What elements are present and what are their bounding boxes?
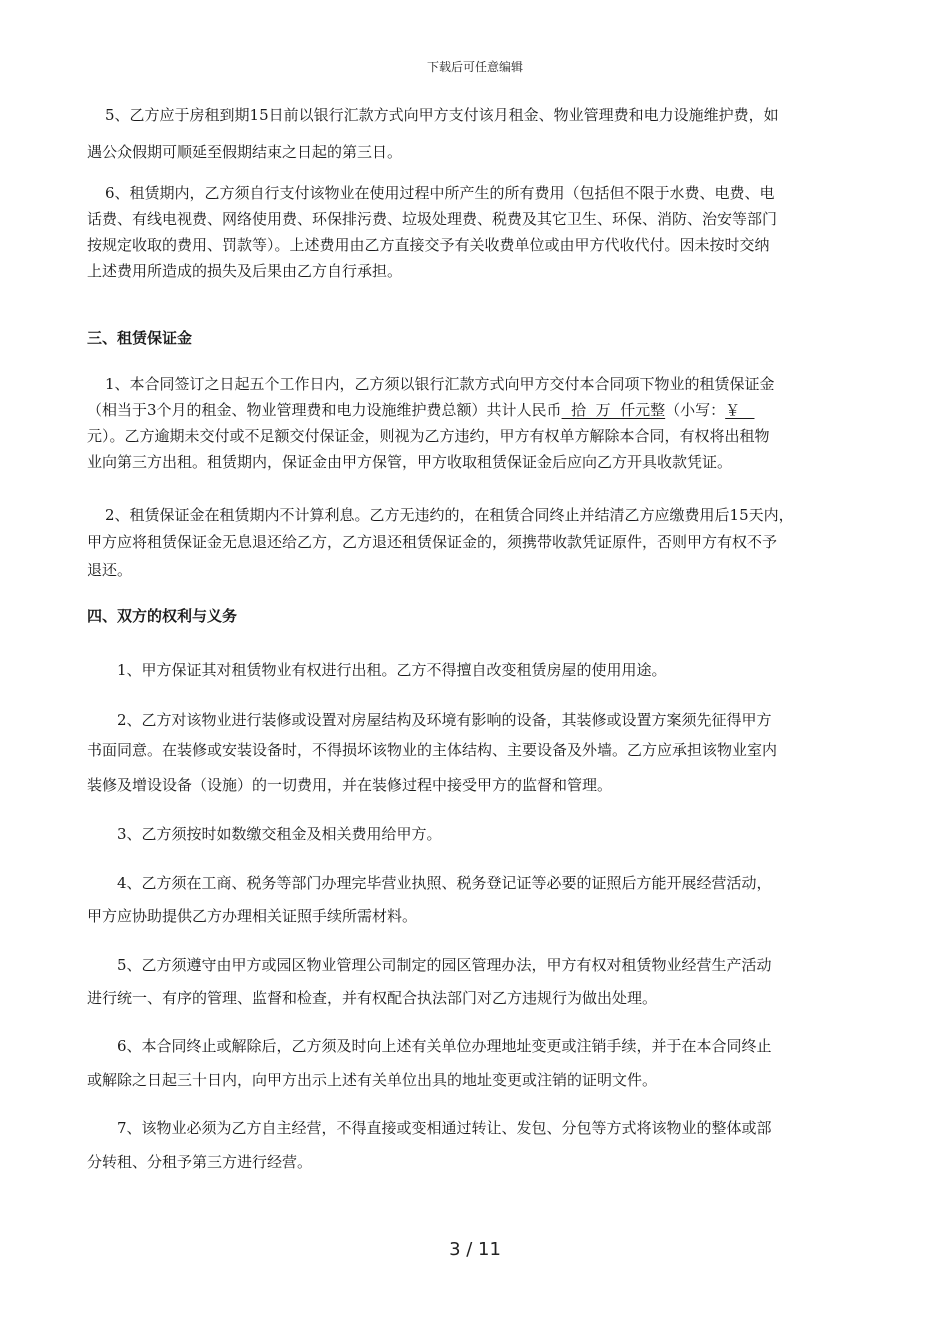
clause-line: 4、乙方须在工商、税务等部门办理完毕营业执照、税务登记证等必要的证照后方能开展经营活动， bbox=[117, 874, 772, 892]
clause-line: 按规定收取的费用、罚款等）。上述费用由乙方直接交予有关收费单位或由甲方代收代付。因未按时交纳 bbox=[87, 236, 770, 254]
clause-line: 3、乙方须按时如数缴交租金及相关费用给甲方。 bbox=[117, 825, 442, 843]
deposit-amount-words: 拾 万 仟元整 bbox=[561, 401, 666, 419]
clause-line: 遇公众假期可顺延至假期结束之日起的第三日。 bbox=[87, 143, 403, 161]
clause-line: 6、本合同终止或解除后，乙方须及时向上述有关单位办理地址变更或注销手续，并于在本合同终止 bbox=[117, 1037, 772, 1055]
clause-line: 分转租、分租予第三方进行经营。 bbox=[87, 1153, 313, 1171]
clause-line: 上述费用所造成的损失及后果由乙方自行承担。 bbox=[87, 262, 403, 280]
clause-text: （小写： bbox=[665, 401, 726, 419]
clause-line: 话费、有线电视费、网络使用费、环保排污费、垃圾处理费、税费及其它卫生、环保、消防、治安等部门 bbox=[87, 210, 778, 228]
section-heading-rights-obligations: 四、双方的权利与义务 bbox=[87, 607, 238, 625]
clause-line: 1、本合同签订之日起五个工作日内，乙方须以银行汇款方式向甲方交付本合同项下物业的租赁保证金 bbox=[105, 375, 775, 393]
clause-line: 7、该物业必须为乙方自主经营，不得直接或变相通过转让、发包、分包等方式将该物业的整体或部 bbox=[117, 1119, 772, 1137]
clause-line: 2、乙方对该物业进行装修或设置对房屋结构及环境有影响的设备，其装修或设置方案须先征得甲方 bbox=[117, 711, 772, 729]
clause-text: （相当于3个月的租金、物业管理费和电力设施维护费总额）共计人民币 bbox=[87, 401, 562, 419]
clause-line: 甲方应将租赁保证金无息退还给乙方，乙方退还租赁保证金的，须携带收款凭证原件，否则甲方有权不予 bbox=[87, 533, 778, 551]
page-number: 3 / 11 bbox=[449, 1239, 501, 1260]
section-heading-deposit: 三、租赁保证金 bbox=[87, 329, 193, 347]
clause-line: 进行统一、有序的管理、监督和检查，并有权配合执法部门对乙方违规行为做出处理。 bbox=[87, 989, 658, 1007]
clause-line: 6、租赁期内，乙方须自行支付该物业在使用过程中所产生的所有费用（包括但不限于水费、电费、电 bbox=[105, 184, 775, 202]
clause-line: 退还。 bbox=[87, 561, 133, 579]
clause-line bbox=[87, 400, 754, 420]
clause-line: 5、乙方应于房租到期15日前以银行汇款方式向甲方支付该月租金、物业管理费和电力设施维护费，如 bbox=[105, 106, 779, 124]
clause-line: 5、乙方须遵守由甲方或园区物业管理公司制定的园区管理办法，甲方有权对租赁物业经营生产活动 bbox=[117, 956, 772, 974]
clause-line: 2、租赁保证金在租赁期内不计算利息。乙方无违约的，在租赁合同终止并结清乙方应缴费用后15天内， bbox=[105, 506, 794, 524]
clause-line: 装修及增设设备（设施）的一切费用，并在装修过程中接受甲方的监督和管理。 bbox=[87, 776, 613, 794]
clause-line: 书面同意。在装修或安装设备时，不得损坏该物业的主体结构、主要设备及外墙。乙方应承担该物业室内 bbox=[87, 741, 778, 759]
page-header: 下载后可任意编辑 bbox=[426, 60, 523, 74]
clause-line: 元）。乙方逾期未交付或不足额交付保证金，则视为乙方违约，甲方有权单方解除本合同，有权将出租物 bbox=[87, 427, 770, 445]
clause-line: 业向第三方出租。租赁期内，保证金由甲方保管，甲方收取租赁保证金后应向乙方开具收款凭证。 bbox=[87, 453, 733, 471]
deposit-amount-figures: ￥ bbox=[725, 401, 755, 419]
clause-line: 甲方应协助提供乙方办理相关证照手续所需材料。 bbox=[87, 907, 418, 925]
clause-line: 或解除之日起三十日内，向甲方出示上述有关单位出具的地址变更或注销的证明文件。 bbox=[87, 1071, 658, 1089]
clause-line: 1、甲方保证其对租赁物业有权进行出租。乙方不得擅自改变租赁房屋的使用用途。 bbox=[117, 661, 667, 679]
